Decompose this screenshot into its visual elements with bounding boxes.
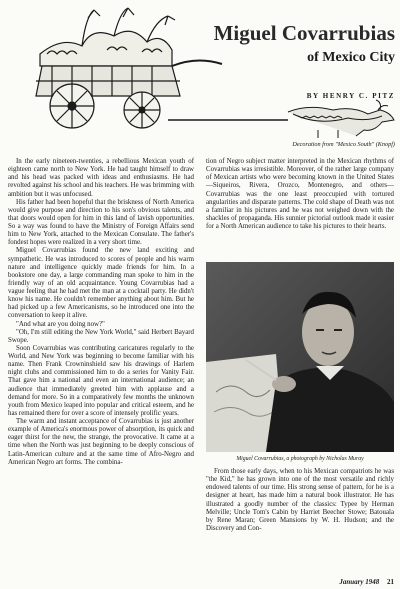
- paragraph: "Oh, I'm still editing the New York World," said Herbert Bayard Swope.: [8, 328, 194, 344]
- right-column-top: [206, 158, 394, 231]
- byline: BY HENRY C. PITZ: [306, 92, 395, 100]
- paragraph: Miguel Covarrubias found the new land exciting and sympathetic. He was introduced to scores of people and his warm nature and intelligence quickly made friends for him. In a bookstore one day, a large commanding man spoke to him in the friendly way of an old acquaintance. Young Covarrubias had a vague feeling that he had met the man at a cocktail party. He didn't know his name. He couldn't remember anything about him. But he had picked up a few Americanisms, so he introduced one into the conversation to keep it alive.: [8, 247, 194, 320]
- paragraph: "And what are you doing now?": [16, 320, 105, 328]
- paragraph: In the early nineteen-twenties, a rebellious Mexican youth of eighteen came north to New York. He had taught himself to draw and his head was packed with ideas and enthusiasms. He had revolted against his school and his teachers. He was brimming with ambition but it was unfocused.: [8, 158, 194, 198]
- portrait-photo: [206, 262, 394, 452]
- paragraph: The warm and instant acceptance of Covarrubias is just another example of America's enormous power of absorption, its quick and eager thirst for the new, the strange, the provocative. It came at a time when the North was just beginning to be deeply conscious of Latin-American culture and at the same time of Afro-Negro and American Negro art forms. The combina-: [8, 418, 194, 466]
- paragraph: tion of Negro subject matter interpreted in the Mexican rhythms of Covarrubias was irresistible. Moreover, of the rather large company of Mexican artists who were becoming known in the United States—Siqueiros, Rivera, Orozco, Montenegro, and others—Covarrubias was the one least preoccupied with tortured angularities and disparate patterns. The cold shape of Death was not a familiar in his pictures and he was not weighed down with the shackles of propaganda. His sunnier pictorial outlook made it easier for a North American audience to take his pictures to their hearts.: [206, 158, 394, 230]
- article-subtitle: of Mexico City: [307, 50, 395, 65]
- page-footer: [339, 578, 394, 586]
- issue-date: January 1948: [339, 578, 380, 586]
- portrait-illustration: [206, 262, 394, 452]
- page-number: 21: [387, 578, 394, 586]
- photo-caption: Miguel Covarrubias, a photograph by Nicholas Muray: [236, 456, 364, 462]
- right-column-bottom: [206, 468, 394, 533]
- paragraph: Soon Covarrubias was contributing caricatures regularly to the World, and New York was beginning to become familiar with his name. Then Frank Crowninshield saw his drawings of Harlem night clubs and commissioned him to do a series for Vanity Fair. That gave him a national and even an international audience; an audience that immediately greeted him with applause and a demand for more. So in a comparatively few months the unknown youth from Mexico leaped into popular and critical esteem, and he has remained there for over a score of intensely prolific years.: [8, 344, 194, 417]
- left-column: [8, 158, 194, 467]
- paragraph: From those early days, when to his Mexican compatriots he was "the Kid," he has grown into one of the most versatile and richly endowed talents of our time. His strong sense of pattern, for he is a designer at heart, has made him a natural book illustrator. He has illustrated a goodly number of the classics: Typee by Herman Melville; Uncle Tom's Cabin by Harriet Beecher Stowe; Batouala by Rene Maran; Green Mansions by W. H. Hudson; and the Discovery and Con-: [206, 468, 394, 532]
- article-title: Miguel Covarrubias: [213, 21, 395, 45]
- paragraph: His father had been hopeful that the briskness of North America would give purpose and direction to his son's obvious talents, and that doors would open for him in this land of lavish opportunities. So a way was found to have the Ministry of Foreign Affairs send him to New York, attached to the Mexican Consulate. The father's fondest hopes were realized in a very short time.: [8, 198, 194, 247]
- oxen-illustration: [168, 96, 398, 138]
- illustration-caption: Decoration from "Mexico South" (Knopf): [292, 141, 395, 148]
